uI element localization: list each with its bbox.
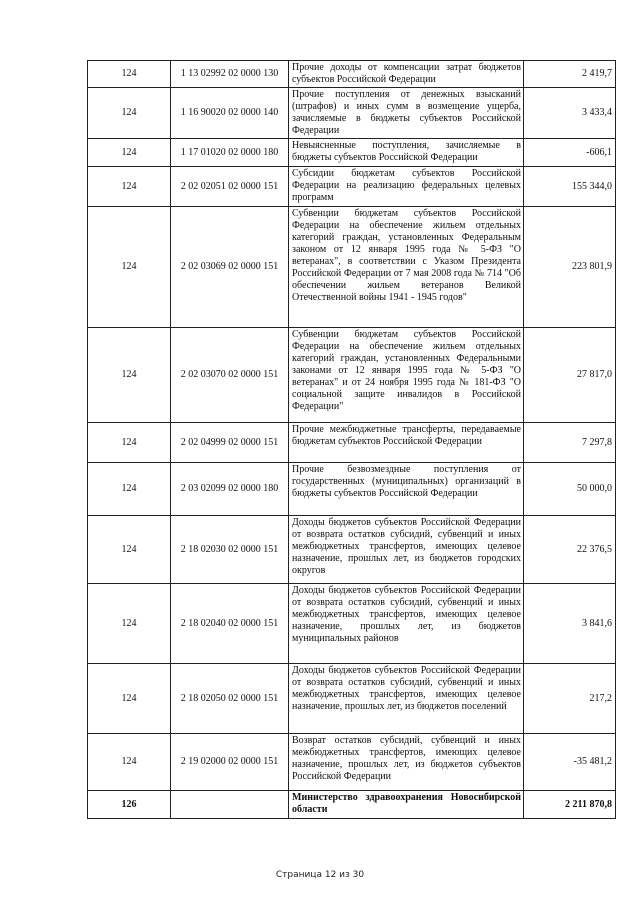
table-row	[88, 167, 616, 207]
revenue-name-cell: Доходы бюджетов субъектов Российской Федерации от возврата остатков субсидий, субвенций и иных межбюджетных трансфертов, имеющих целевое назначение, прошлых лет, из бюджетов муниципальных районов	[289, 584, 524, 664]
admin-code-cell: 124	[88, 516, 171, 584]
admin-code-cell: 124	[88, 88, 171, 139]
table-row	[88, 734, 616, 791]
admin-code-cell: 124	[88, 423, 171, 463]
budget-code-cell: 1 13 02992 02 0000 130	[171, 61, 289, 88]
admin-code-cell: 124	[88, 167, 171, 207]
amount-cell: 3 841,6	[524, 584, 616, 664]
budget-code-cell: 2 02 04999 02 0000 151	[171, 423, 289, 463]
amount-cell: 223 801,9	[524, 207, 616, 328]
admin-code-cell: 124	[88, 207, 171, 328]
admin-code-cell: 124	[88, 61, 171, 88]
table-row	[88, 463, 616, 516]
table-row	[88, 516, 616, 584]
table-row	[88, 61, 616, 88]
table-row	[88, 207, 616, 328]
budget-code-cell: 2 18 02030 02 0000 151	[171, 516, 289, 584]
revenue-name-cell: Прочие доходы от компенсации затрат бюджетов субъектов Российской Федерации	[289, 61, 524, 88]
amount-cell: 155 344,0	[524, 167, 616, 207]
budget-code-cell: 1 17 01020 02 0000 180	[171, 139, 289, 167]
amount-cell: -606,1	[524, 139, 616, 167]
revenue-name-cell: Прочие поступления от денежных взысканий (штрафов) и иных сумм в возмещение ущерба, зачисляемые в бюджеты субъектов Российской Федерации	[289, 88, 524, 139]
revenue-name-cell: Возврат остатков субсидий, субвенций и иных межбюджетных трансфертов, имеющих целевое назначение, прошлых лет, из бюджетов субъектов Российской Федерации	[289, 734, 524, 791]
budget-code-cell: 2 02 03069 02 0000 151	[171, 207, 289, 328]
admin-code-cell: 124	[88, 139, 171, 167]
budget-code-cell	[171, 791, 289, 819]
revenue-name-cell: Доходы бюджетов субъектов Российской Федерации от возврата остатков субсидий, субвенций и иных межбюджетных трансфертов, имеющих целевое назначение, прошлых лет, из бюджетов городских округов	[289, 516, 524, 584]
admin-code-cell: 126	[88, 791, 171, 819]
admin-code-cell: 124	[88, 463, 171, 516]
amount-cell: 2 419,7	[524, 61, 616, 88]
amount-cell: 217,2	[524, 664, 616, 734]
budget-code-cell: 2 18 02050 02 0000 151	[171, 664, 289, 734]
total-amount-cell: 2 211 870,8	[524, 791, 616, 819]
revenue-table	[87, 60, 616, 819]
amount-cell: -35 481,2	[524, 734, 616, 791]
admin-code-cell: 124	[88, 734, 171, 791]
revenue-name-cell: Субвенции бюджетам субъектов Российской Федерации на обеспечение жильем отдельных категорий граждан, установленных Федеральным законом от 12 января 1995 года № 5-ФЗ "О ветеранах", в соответствии с Указом Президента Российской Федерации от 7 мая 2008 года № 714 "Об обеспечении жильем ветеранов Великой Отечественной войны 1941 - 1945 годов"	[289, 207, 524, 328]
amount-cell: 7 297,8	[524, 423, 616, 463]
ministry-name-cell: Министерство здравоохранения Новосибирской области	[289, 791, 524, 819]
revenue-name-cell: Субвенции бюджетам субъектов Российской Федерации на обеспечение жильем отдельных категорий граждан, установленных Федеральными законами от 12 января 1995 года № 5-ФЗ "О ветеранах" и от 24 ноября 1995 года № 181-ФЗ "О социальной защите инвалидов в Российской Федерации"	[289, 328, 524, 423]
budget-code-cell: 2 19 02000 02 0000 151	[171, 734, 289, 791]
table-row	[88, 139, 616, 167]
amount-cell: 3 433,4	[524, 88, 616, 139]
budget-code-cell: 2 02 02051 02 0000 151	[171, 167, 289, 207]
admin-code-cell: 124	[88, 664, 171, 734]
budget-code-cell: 2 02 03070 02 0000 151	[171, 328, 289, 423]
table-row	[88, 328, 616, 423]
amount-cell: 22 376,5	[524, 516, 616, 584]
revenue-name-cell: Прочие безвозмездные поступления от государственных (муниципальных) организаций в бюджеты субъектов Российской Федерации	[289, 463, 524, 516]
amount-cell: 50 000,0	[524, 463, 616, 516]
amount-cell: 27 817,0	[524, 328, 616, 423]
table-row	[88, 423, 616, 463]
admin-code-cell: 124	[88, 328, 171, 423]
budget-code-cell: 2 03 02099 02 0000 180	[171, 463, 289, 516]
budget-code-cell: 1 16 90020 02 0000 140	[171, 88, 289, 139]
budget-code-cell: 2 18 02040 02 0000 151	[171, 584, 289, 664]
page-number: Страница 12 из 30	[275, 870, 365, 880]
revenue-name-cell: Доходы бюджетов субъектов Российской Федерации от возврата остатков субсидий, субвенций и иных межбюджетных трансфертов, имеющих целевое назначение, прошлых лет, из бюджетов поселений	[289, 664, 524, 734]
revenue-name-cell: Прочие межбюджетные трансферты, передаваемые бюджетам субъектов Российской Федерации	[289, 423, 524, 463]
revenue-name-cell: Субсидии бюджетам субъектов Российской Федерации на реализацию федеральных целевых программ	[289, 167, 524, 207]
table-row-total	[88, 791, 616, 819]
admin-code-cell: 124	[88, 584, 171, 664]
table-row	[88, 584, 616, 664]
table-row	[88, 664, 616, 734]
revenue-name-cell: Невыясненные поступления, зачисляемые в бюджеты субъектов Российской Федерации	[289, 139, 524, 167]
table-row	[88, 88, 616, 139]
